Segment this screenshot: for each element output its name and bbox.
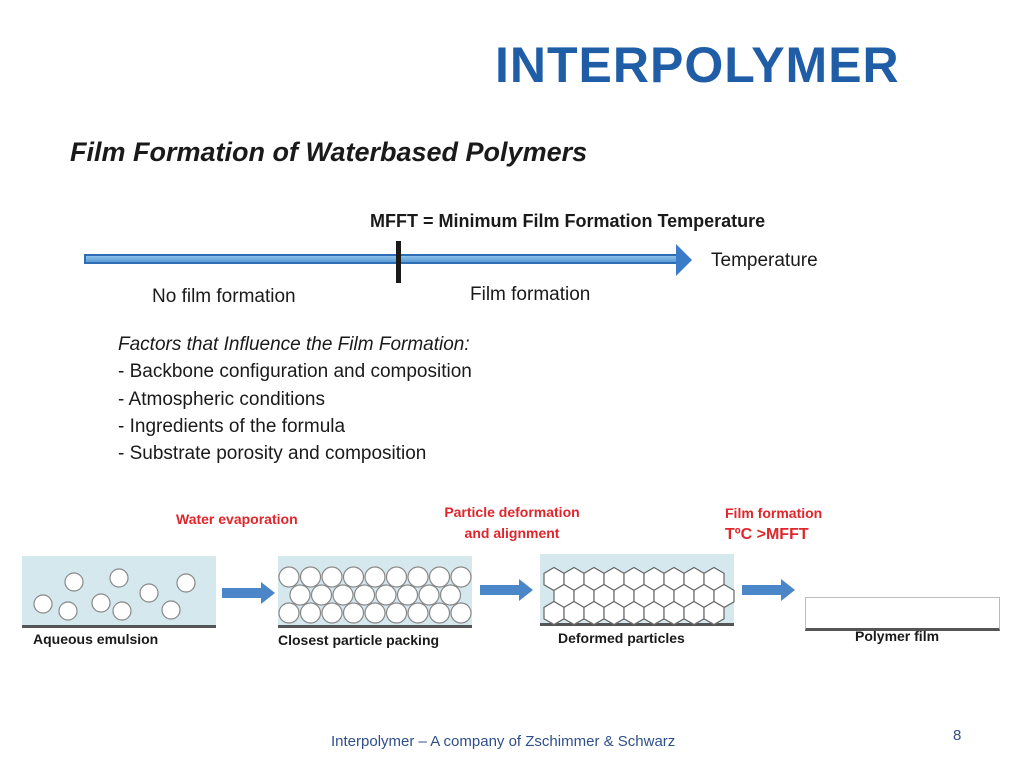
particle [110,569,128,587]
factor-item: - Substrate porosity and composition [118,443,427,465]
factors-title: Factors that Influence the Film Formation: [118,334,470,355]
deformed-particle [544,602,564,625]
factor-item: - Atmospheric conditions [118,388,325,410]
caption-aqueous-emulsion: Aqueous emulsion [33,631,159,647]
particle [279,567,299,587]
particle [322,603,342,623]
temperature-axis-label: Temperature [711,250,818,271]
page-number: 8 [953,727,962,744]
particle [301,567,321,587]
particle [365,603,385,623]
film-formation-label: Film formation [470,284,591,305]
process-arrowhead [519,579,533,601]
step-label-line: Particle deformation [444,504,580,520]
particle [140,584,158,602]
particle [441,585,461,605]
factor-item: - Ingredients of the formula [118,415,346,437]
particle [387,567,407,587]
deformed-particle [584,602,604,625]
particle [312,585,332,605]
deformed-particle [664,602,684,625]
particle [92,594,110,612]
particle [398,585,418,605]
process-arrow [480,585,520,595]
particle [419,585,439,605]
process-arrow [742,585,782,595]
step-label-line: TºC >MFFT [725,526,809,543]
particle [387,603,407,623]
particle [279,603,299,623]
particle [430,567,450,587]
caption-closest-packing: Closest particle packing [278,632,440,648]
process-arrowhead [261,582,275,604]
factor-item: - Backbone configuration and composition [118,361,472,383]
step-label-water-evaporation: Water evaporation [176,511,298,527]
particle [59,602,77,620]
footer-text: Interpolymer – A company of Zschimmer & Schwarz [331,733,676,750]
particle [355,585,375,605]
particle [301,603,321,623]
particle [322,567,342,587]
deformed-particle [624,602,644,625]
particle [365,567,385,587]
particle [451,567,471,587]
caption-deformed-particles: Deformed particles [558,630,685,646]
step-label-line: and alignment [464,525,560,541]
process-arrowhead [781,579,795,601]
particle [333,585,353,605]
process-arrow [222,588,262,598]
deformed-particle [564,602,584,625]
particle [344,603,364,623]
step-label-line: Film formation [725,505,823,521]
particle [376,585,396,605]
mfft-definition: MFFT = Minimum Film Formation Temperature [370,211,766,231]
particle [162,601,180,619]
caption-polymer-film: Polymer film [855,628,940,644]
particle [177,574,195,592]
company-logo: INTERPOLYMER [495,37,900,93]
particle [290,585,310,605]
particle [65,573,83,591]
slide-title: Film Formation of Waterbased Polymers [70,137,588,167]
particle [430,603,450,623]
deformed-particle [644,602,664,625]
particle [34,595,52,613]
particle [344,567,364,587]
deformed-particle [704,602,724,625]
no-film-formation-label: No film formation [152,286,296,307]
deformed-particle [684,602,704,625]
particle [451,603,471,623]
particle [408,567,428,587]
particle [408,603,428,623]
deformed-particle [604,602,624,625]
particle [113,602,131,620]
